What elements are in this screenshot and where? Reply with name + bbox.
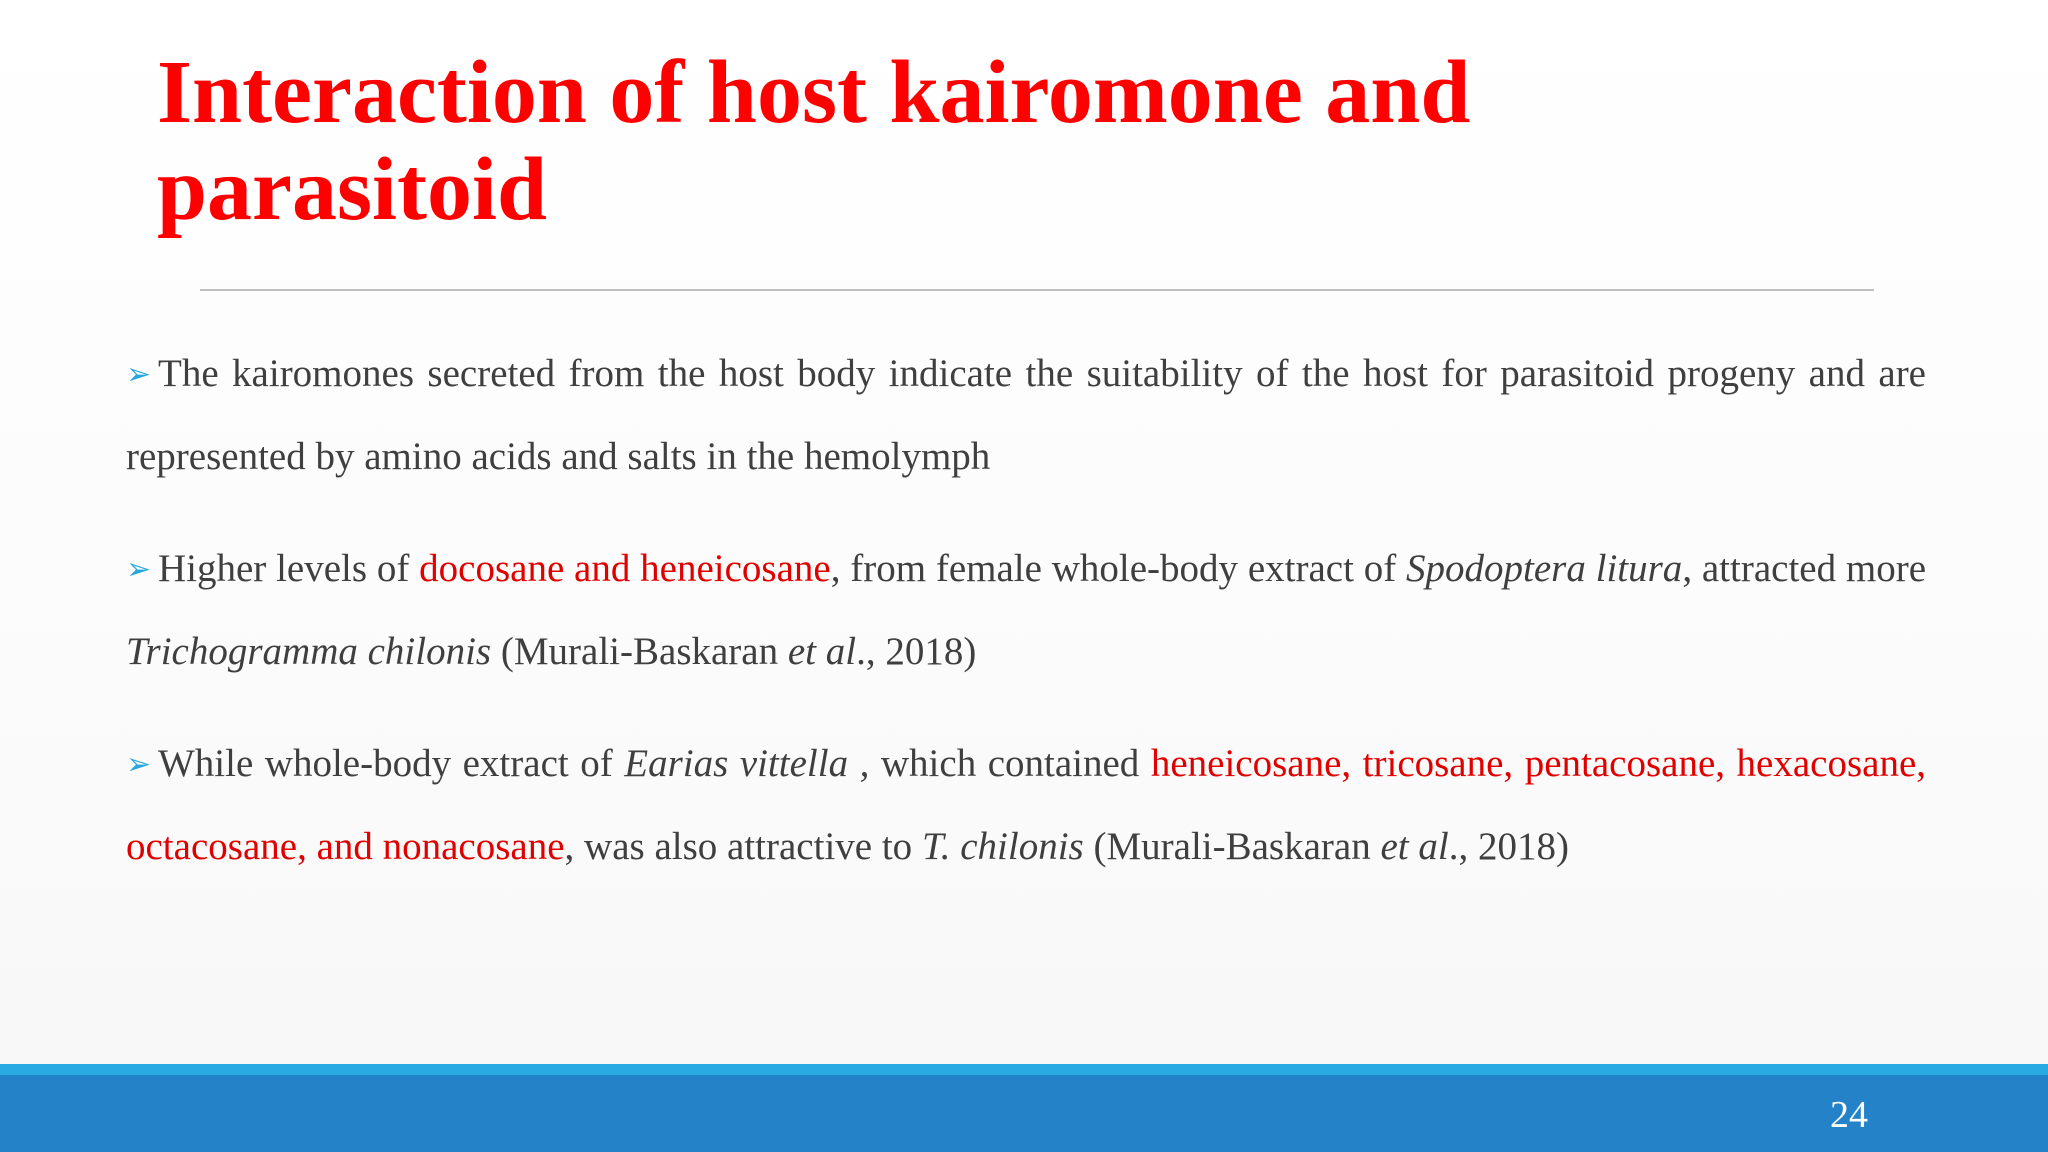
bullet-2-text: Higher levels of xyxy=(158,547,420,590)
bullet-1-text: The kairomones secreted from the host body indicate the suitability of the host for parasitoid progeny and are represented by amino acids and salts in the hemolymph xyxy=(126,352,1926,478)
citation-text: (Murali-Baskaran xyxy=(1083,825,1381,868)
citation-text: (Murali-Baskaran xyxy=(491,630,788,673)
bullet-3-text: which contained xyxy=(869,742,1151,785)
arrow-right-icon: ➢ xyxy=(126,552,152,587)
arrow-right-icon: ➢ xyxy=(126,747,152,782)
page-number: 24 xyxy=(1830,1094,1868,1136)
slide-title: Interaction of host kairomone and parasitoid xyxy=(157,43,1471,239)
species-name: Trichogramma chilonis xyxy=(126,630,492,673)
title-divider xyxy=(200,289,1874,291)
arrow-right-icon: ➢ xyxy=(126,357,152,392)
footer-stripe xyxy=(0,1064,2048,1075)
bullet-item-2 xyxy=(126,528,1926,693)
bullet-item-3 xyxy=(126,723,1926,888)
citation-text: ., 2018) xyxy=(856,630,977,673)
bullet-3-text: While whole-body extract of xyxy=(158,742,625,785)
bullet-3-text: , was also attractive to xyxy=(564,825,922,868)
bullet-item-1 xyxy=(126,333,1926,498)
footer-band xyxy=(0,1075,2048,1152)
species-name: Spodoptera litura xyxy=(1406,547,1683,590)
bullet-2-text: , from female whole-body extract of xyxy=(830,547,1406,590)
species-name: Earias vittella , xyxy=(624,742,870,785)
citation-et-al: et al xyxy=(1380,825,1449,868)
citation-text: ., 2018) xyxy=(1448,825,1569,868)
citation-et-al: et al xyxy=(787,630,857,673)
bullet-2-text: , attracted more xyxy=(1682,547,1927,590)
bullet-list xyxy=(126,333,1926,918)
species-name: T. chilonis xyxy=(921,825,1084,868)
highlighted-compounds: heneicosane, tricosane, pentacosane, hexacosane, octacosane, and nonacosane xyxy=(126,742,1927,868)
highlighted-compounds: docosane and heneicosane xyxy=(419,547,831,590)
